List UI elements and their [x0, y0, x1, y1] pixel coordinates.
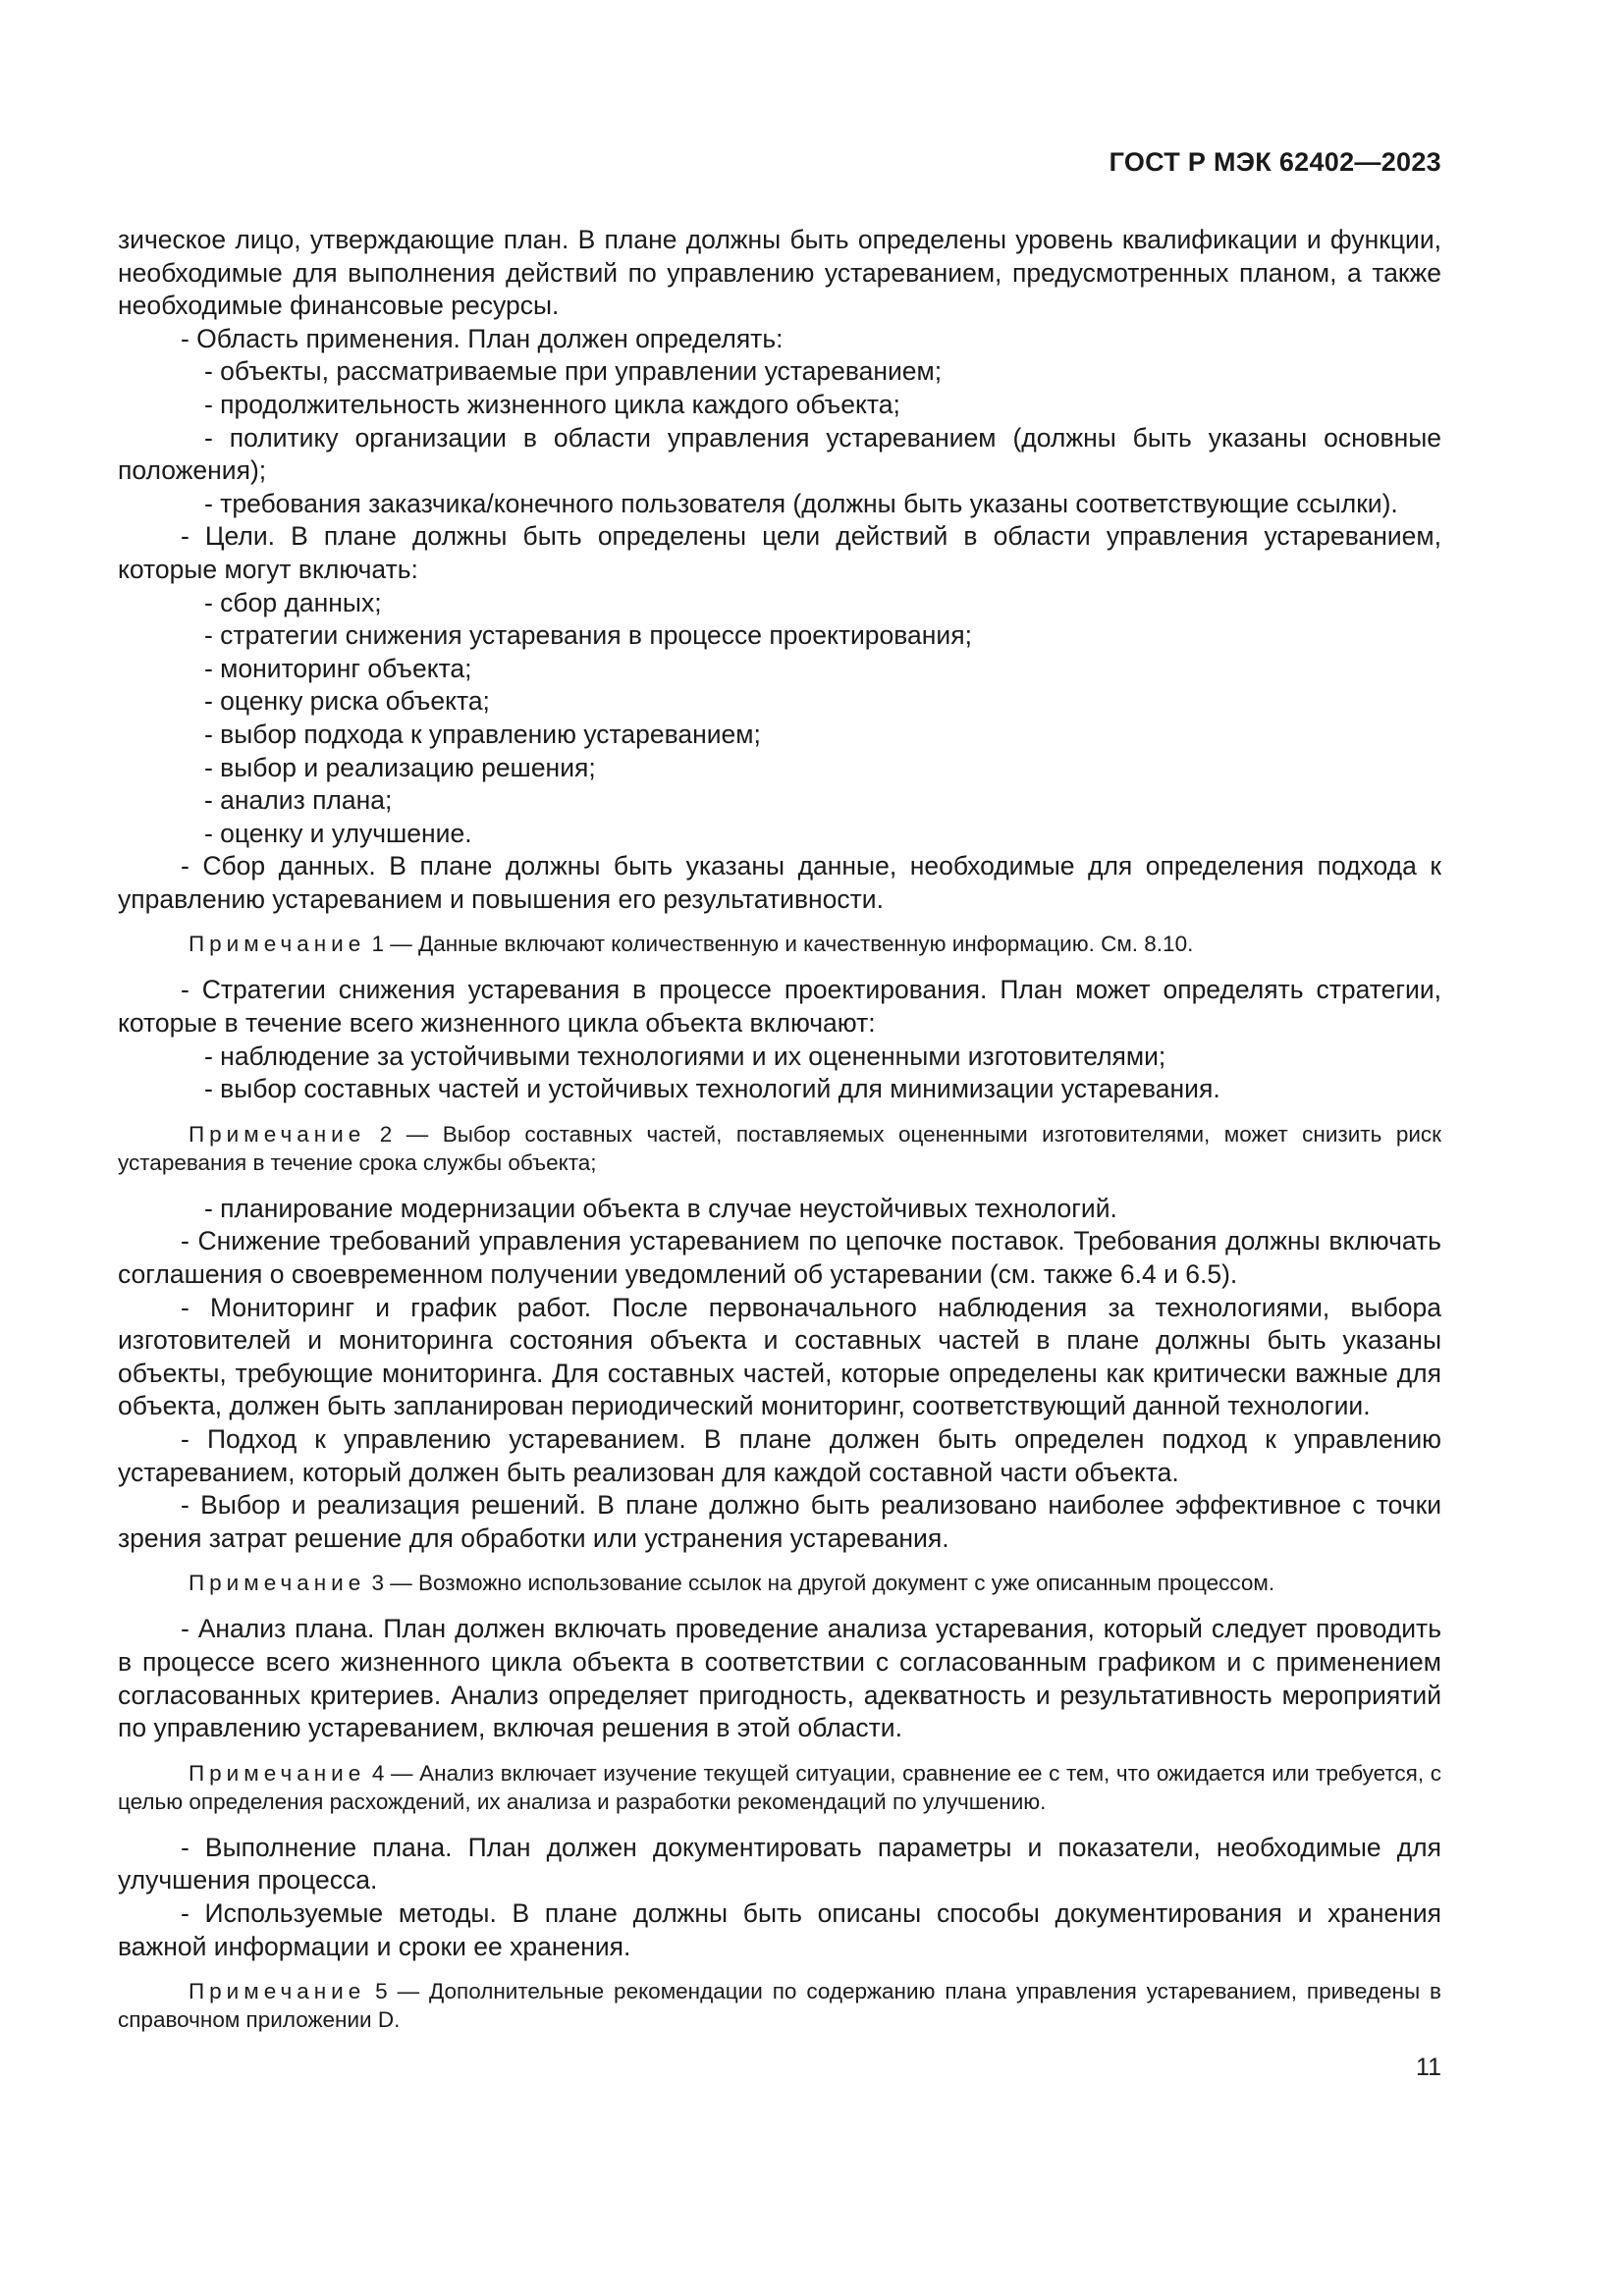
note-label: Примечание	[189, 1121, 366, 1147]
note-label: Примечание	[189, 932, 366, 957]
note-3	[118, 1569, 1441, 1597]
list-item: - Цели. В плане должны быть определены цели действий в области управления устареванием, которые могут включать:	[118, 521, 1441, 584]
list-item: - выбор составных частей и устойчивых технологий для минимизации устаревания.	[204, 1074, 1220, 1104]
note-label: Примечание	[189, 1760, 366, 1786]
list-item: - оценку и улучшение.	[204, 818, 472, 848]
list-item: - требования заказчика/конечного пользователя (должны быть указаны соответствующие ссылки).	[204, 488, 1398, 518]
note-text: 3 — Возможно использование ссылок на другой документ с уже описанным процессом.	[365, 1571, 1275, 1596]
list-item: - выбор подхода к управлению устареванием;	[204, 719, 761, 749]
note-2	[118, 1120, 1441, 1177]
list-item: - сбор данных;	[204, 587, 382, 617]
list-item: - планирование модернизации объекта в случае неустойчивых технологий.	[204, 1193, 1117, 1223]
page-content	[118, 224, 1441, 2050]
list-item: - Выполнение плана. План должен документировать параметры и показатели, необходимые для улучшения процесса.	[118, 1832, 1441, 1896]
list-item: - Подход к управлению устареванием. В плане должен быть определен подход к управлению устареванием, который должен быть реализован для каждой составной части объекта.	[118, 1424, 1441, 1487]
list-item: - Выбор и реализация решений. В плане должно быть реализовано наиболее эффективное с точки зрения затрат решение для обработки или устранения устаревания.	[118, 1490, 1441, 1553]
list-item: - Снижение требований управления устареванием по цепочке поставок. Требования должны включать соглашения о своевременном получении уведомлений об устаревании (см. также 6.4 и 6.5).	[118, 1226, 1441, 1290]
note-label: Примечание	[189, 1571, 366, 1596]
list-item: - Стратегии снижения устаревания в процессе проектирования. План может определять стратегии, которые в течение всего жизненного цикла объекта включают:	[118, 975, 1441, 1039]
note-text: 2 — Выбор составных частей, поставляемых оцененными изготовителями, может снизить риск устаревания в течение срока службы объекта;	[118, 1121, 1441, 1175]
list-item: - Мониторинг и график работ. После первоначального наблюдения за технологиями, выбора изготовителей и мониторинга состояния объекта и составных частей в плане должны быть указаны объекты, требующие мониторинга. Для составных частей, которые определены как критически важные для объекта, должен быть запланирован периодический мониторинг, соответствующий данной технологии.	[118, 1292, 1441, 1421]
list-item: - объекты, рассматриваемые при управлении устареванием;	[204, 356, 943, 387]
list-item: - Сбор данных. В плане должны быть указаны данные, необходимые для определения подхода к управлению устареванием и повышения его результативности.	[118, 851, 1441, 914]
list-item: - политику организации в области управления устареванием (должны быть указаны основные положения);	[118, 422, 1441, 486]
list-item: - наблюдение за устойчивыми технологиями и их оцененными изготовителями;	[204, 1041, 1166, 1071]
list-item: - стратегии снижения устаревания в процессе проектирования;	[204, 620, 972, 651]
note-text: 5 — Дополнительные рекомендации по содержанию плана управления устареванием, приведены в справочном приложении D.	[118, 1979, 1441, 2033]
note-text: 1 — Данные включают количественную и качественную информацию. См. 8.10.	[365, 932, 1194, 957]
note-text: 4 — Анализ включает изучение текущей ситуации, сравнение ее с тем, что ожидается или требуется, с целью определения расхождений, их анализа и разработки рекомендаций по улучшению.	[118, 1760, 1441, 1814]
list-item: - выбор и реализацию решения;	[204, 752, 596, 782]
note-5	[118, 1977, 1441, 2034]
note-4	[118, 1759, 1441, 1816]
list-item: - анализ плана;	[204, 785, 393, 816]
list-item: - оценку риска объекта;	[204, 686, 490, 717]
note-1	[118, 930, 1441, 958]
note-label: Примечание	[189, 1979, 366, 2004]
page-number: 11	[1416, 2054, 1441, 2081]
standard-designation: ГОСТ Р МЭК 62402—2023	[1109, 147, 1441, 177]
list-item: - мониторинг объекта;	[204, 653, 472, 683]
list-item: - Область применения. План должен определять:	[181, 323, 784, 353]
paragraph: зическое лицо, утверждающие план. В плане должны быть определены уровень квалификации и функции, необходимые для выполнения действий по управлению устареванием, предусмотренных планом, а также необходимые финансовые ресурсы.	[118, 225, 1441, 321]
list-item: - продолжительность жизненного цикла каждого объекта;	[204, 389, 900, 419]
list-item: - Анализ плана. План должен включать проведение анализа устаревания, который следует проводить в процессе всего жизненного цикла объекта в соответствии с согласованным графиком и с применением согласованных критериев. Анализ определяет пригодность, адекватность и результативность мероприятий по управлению устареванием, включая решения в этой области.	[118, 1614, 1441, 1743]
list-item: - Используемые методы. В плане должны быть описаны способы документирования и хранения важной информации и сроки ее хранения.	[118, 1897, 1441, 1961]
